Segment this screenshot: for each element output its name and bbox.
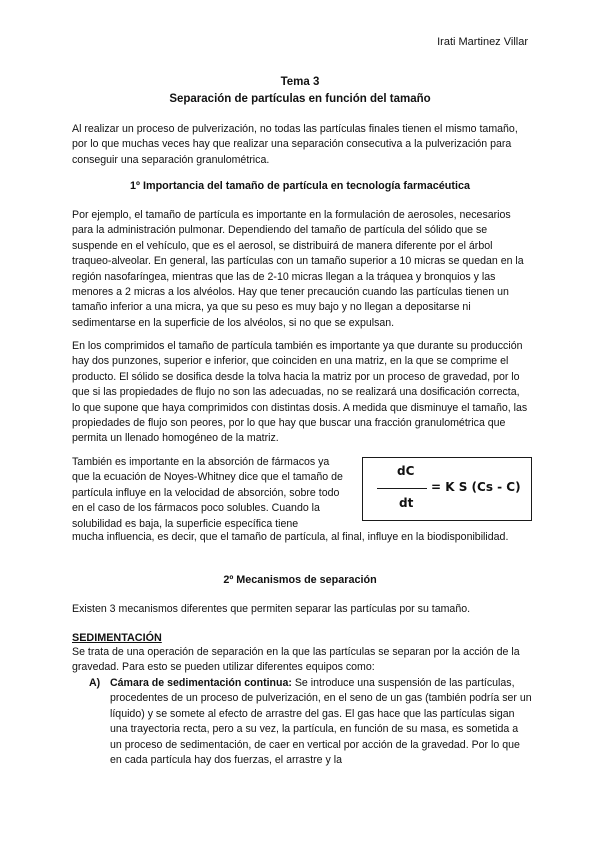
noyes-whitney-equation [362,457,532,521]
list-item-lead: Cámara de sedimentación continua: [110,677,292,689]
section-1-heading: 1º Importancia del tamaño de partícula en tecnología farmacéutica [130,180,470,192]
list-item-marker: A) [89,677,101,689]
list-item-text: Se introduce una suspensión de las partículas, procedentes de un proceso de pulverización, en el seno de un gas (también podría ser un líquido) y se somete al efecto de arrastre del gas. El gas hace que las partículas sigan una trayectoria recta, pero a su vez, la partícula, en función de su masa, es sometida a un proceso de sedimentación, de caer en vertical por acción de la gravedad. Por lo que en cada partícula hay dos fuerzas, el arrastre y la [110,677,532,767]
section-1-paragraph-1: Por ejemplo, el tamaño de partícula es importante en la formulación de aerosoles, necesarios para la administración pulmonar. Dependiendo del tamaño de partícula del sólido que se suspende en el vehículo, que es el aerosol, se distribuirá de manera diferente por el árbol traqueo-alveolar. En general, las partículas con un tamaño superior a 10 micras se quedan en la región nasofaríngea, mientras que las de 2-10 micras llegan a la tráquea y bronquios y las menores a 2 micras a los alvéolos. Hay que tener precaución cuando las partículas tienen un tamaño inferior a una micra, ya que su peso es muy bajo y no llegan a depositarse ni sedimentarse en la superficie de los alvéolos, si no que se expulsan. [72,209,524,329]
section-2-heading: 2º Mecanismos de separación [223,574,377,586]
sedimentacion-intro: Se trata de una operación de separación en la que las partículas se separan por la acción de la gravedad. Para esto se pueden utilizar diferentes equipos como: [72,646,520,674]
section-2-intro: Existen 3 mecanismos diferentes que permiten separar las partículas por su tamaño. [72,603,471,615]
formula-right-side: = K S (Cs - C) [431,480,521,494]
section-1-paragraph-2: En los comprimidos el tamaño de partícula también es importante ya que durante su producción hay dos punzones, superior e inferior, que coinciden en una matriz, en la que se comprime el producto. El sólido se dosifica desde la tolva hacia la matriz por un proceso de gravedad, por lo que si las propiedades de flujo no son las adecuadas, no se realizará una dosificación correcta, lo que supone que haya comprimidos con distintas dosis. A medida que disminuye el tamaño, las propiedades de flujo son peores, por lo que hay que buscar una fracción granulométrica que permita un llenado homogéneo de la matriz. [72,340,528,445]
list-item-body [110,676,532,768]
intro-paragraph: Al realizar un proceso de pulverización, no todas las partículas finales tienen el mismo tamaño, por lo que muchas veces hay que realizar una separación consecutiva a la pulverización para conseguir una separación granulométrica. [72,123,518,166]
title-line-1: Tema 3 [280,76,320,88]
section-1-paragraph-3-rest: mucha influencia, es decir, que el tamaño de partícula, al final, influye en la biodisponibilidad. [72,531,509,543]
list-item [89,676,532,768]
formula-denominator: dt [399,496,414,510]
section-1-paragraph-3-wrap: También es importante en la absorción de fármacos ya que la ecuación de Noyes-Whitney dice que el tamaño de partícula influye en la velocidad de absorción, sobre todo en el caso de los fármacos poco solubles. Cuando la solubilidad es baja, la superficie específica tiene [72,456,343,530]
document-title [0,74,600,108]
author-name: Irati Martinez Villar [437,36,528,48]
sedimentacion-title: SEDIMENTACIÓN [72,632,162,644]
title-line-2: Separación de partículas en función del tamaño [169,93,431,105]
formula-numerator: dC [397,464,415,478]
fraction-bar [377,488,427,489]
